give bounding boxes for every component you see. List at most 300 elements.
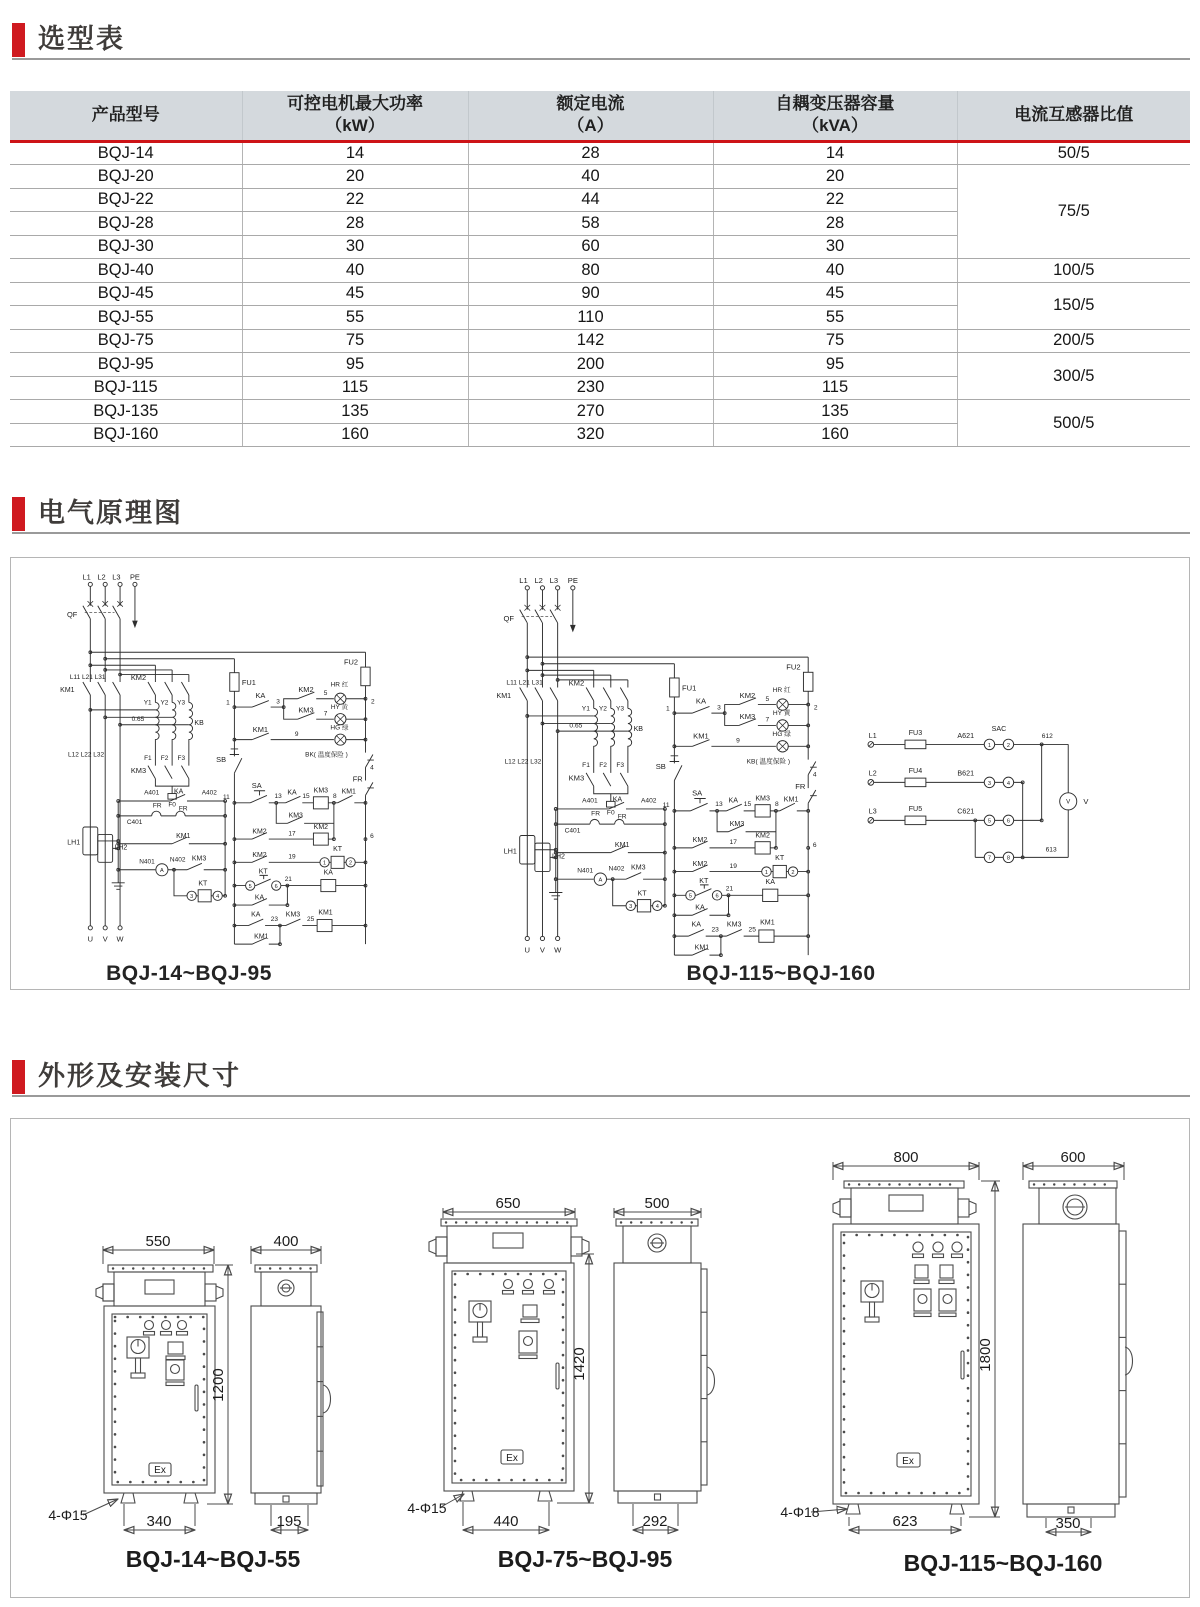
schematic-label: KM1 xyxy=(783,795,799,804)
schematic-label: FR xyxy=(795,782,806,792)
schematic-label: KT xyxy=(333,846,343,854)
table-cell: BQJ-40 xyxy=(10,259,242,283)
table-cell: 30 xyxy=(713,235,957,259)
schematic-label: KA xyxy=(251,911,261,919)
schematic-label: N401 xyxy=(139,858,155,866)
dimension-label: 195 xyxy=(276,1513,302,1530)
table-cell: 115 xyxy=(713,376,957,400)
schematic-label: B621 xyxy=(957,769,975,778)
table-row xyxy=(10,282,1190,306)
schematic-label: 2 xyxy=(791,869,795,876)
section-title-selection: 选型表 xyxy=(38,23,125,54)
schematic-label: Y3 xyxy=(615,705,625,713)
voltmeter-selector-circuit xyxy=(868,739,1077,862)
schematic-label: Y1 xyxy=(581,705,590,713)
dimension-label: 1200 xyxy=(210,1368,227,1402)
dimension-label: 400 xyxy=(273,1233,299,1250)
schematic-label: C401 xyxy=(126,819,143,827)
schematic-label: L2 xyxy=(868,769,877,778)
schematic-label: 3 xyxy=(276,698,280,706)
schematic-label: 19 xyxy=(288,853,296,861)
schematic-caption-right: BQJ-115~BQJ-160 xyxy=(686,962,876,985)
schematic-label: F3 xyxy=(177,755,186,763)
schematic-label: 3 xyxy=(987,780,992,787)
ct-ratio-cell: 100/5 xyxy=(957,259,1190,283)
table-cell: 75 xyxy=(242,329,468,353)
schematic-label: 4 xyxy=(655,904,659,911)
schematic-label: KM1 xyxy=(318,909,333,917)
schematic-label: 1 xyxy=(665,705,670,713)
column-header: 自耦变压器容量 （kVA） xyxy=(713,91,957,141)
schematic-label: 7 xyxy=(323,710,328,718)
schematic-label: Y2 xyxy=(160,699,169,707)
dimension-label: 4-Φ15 xyxy=(48,1507,88,1523)
table-cell: 80 xyxy=(468,259,713,283)
schematic-label: F1 xyxy=(144,755,152,763)
table-cell: BQJ-115 xyxy=(10,376,242,400)
schematic-label: 4 xyxy=(370,764,374,772)
section-title-schematic: 电气原理图 xyxy=(38,497,183,528)
schematic-label: KA xyxy=(287,789,297,797)
ct-ratio-cell: 300/5 xyxy=(957,353,1190,400)
caption-cabinet-small: BQJ-14~BQJ-55 xyxy=(125,1546,301,1572)
column-header: 产品型号 xyxy=(10,91,242,141)
schematic-label: 17 xyxy=(729,839,737,847)
table-cell: BQJ-55 xyxy=(10,306,242,330)
schematic-label: 2 xyxy=(371,698,375,706)
schematic-label: KM3 xyxy=(739,711,756,721)
schematic-label: 1 xyxy=(226,699,230,707)
table-cell: 90 xyxy=(468,282,713,306)
schematic-label: 3 xyxy=(717,704,721,712)
schematic-label: KA xyxy=(695,903,705,912)
schematic-label: KT xyxy=(775,854,785,863)
schematic-bqj115-160 xyxy=(489,566,1116,957)
dimension-label: 350 xyxy=(1055,1515,1081,1532)
table-row xyxy=(10,400,1190,424)
schematic-label: KM2 xyxy=(568,678,585,688)
schematic-label: KT xyxy=(637,889,647,898)
table-cell: 30 xyxy=(242,235,468,259)
table-cell: 320 xyxy=(468,423,713,447)
schematic-label: FR xyxy=(591,810,601,818)
schematic-label: LH1 xyxy=(503,847,517,856)
ct-ratio-cell: 200/5 xyxy=(957,329,1190,353)
schematic-label: KM3 xyxy=(313,787,329,795)
dimension-label: Ex xyxy=(902,1456,914,1467)
schematic-label: F0 xyxy=(168,801,176,809)
table-cell: 28 xyxy=(242,212,468,236)
schematic-label: 3 xyxy=(629,904,633,911)
schematic-label: KA xyxy=(255,690,266,700)
schematic-label: 1 xyxy=(764,869,769,876)
schematic-label: KM3 xyxy=(755,794,770,803)
schematic-label: 0.65 xyxy=(131,716,145,724)
schematic-label: FR xyxy=(178,805,188,813)
schematic-label: FU1 xyxy=(681,683,697,693)
schematic-label: L1 xyxy=(82,572,91,582)
schematic-label: Y1 xyxy=(143,699,152,707)
schematic-label: KM2 xyxy=(692,859,708,868)
schematic-label: 19 xyxy=(729,862,737,870)
schematic-label: PE xyxy=(567,576,578,586)
dimension-label: Ex xyxy=(154,1465,166,1476)
schematic-label: KM3 xyxy=(631,863,646,872)
schematic-label: KT xyxy=(699,876,709,885)
schematic-label: KA xyxy=(691,920,701,929)
schematic-label: 13 xyxy=(274,793,282,801)
schematic-label: KM2 xyxy=(298,685,314,695)
schematic-caption-left: BQJ-14~BQJ-95 xyxy=(106,962,272,985)
schematic-label: N402 xyxy=(169,856,186,864)
schematic-label: L2 xyxy=(534,576,543,586)
selection-table xyxy=(10,91,1190,447)
schematic-label: 21 xyxy=(725,885,734,893)
schematic-label: KM1 xyxy=(614,840,630,849)
schematic-label: W xyxy=(554,945,562,955)
cabinet-bqj14-55 xyxy=(83,1246,331,1530)
schematic-label: 8 xyxy=(775,801,779,809)
table-cell: BQJ-28 xyxy=(10,212,242,236)
schematic-label: KT xyxy=(258,868,268,876)
section-header-schematic xyxy=(12,496,1190,534)
table-cell: 55 xyxy=(242,306,468,330)
table-cell: 28 xyxy=(468,141,713,165)
schematic-label: 17 xyxy=(288,830,296,838)
schematic-label: V xyxy=(1083,797,1089,807)
schematic-label: U xyxy=(87,934,94,944)
schematic-label: A401 xyxy=(582,797,598,805)
schematic-label: 13 xyxy=(715,801,723,809)
schematic-label: A402 xyxy=(641,797,657,805)
schematic-label: KA xyxy=(323,869,333,877)
table-cell: BQJ-22 xyxy=(10,188,242,212)
table-cell: BQJ-14 xyxy=(10,141,242,165)
ct-ratio-cell: 50/5 xyxy=(957,141,1190,165)
schematic-label: KT xyxy=(198,880,208,888)
schematic-label: L11 L21 L31 xyxy=(69,674,106,682)
ct-ratio-cell: 75/5 xyxy=(957,165,1190,259)
red-bar-icon xyxy=(12,23,25,57)
table-cell: 95 xyxy=(713,353,957,377)
schematic-label: 9 xyxy=(736,737,740,745)
dimension-label: 1420 xyxy=(571,1347,588,1381)
outline-drawings xyxy=(11,1119,1189,1597)
table-cell: 45 xyxy=(242,282,468,306)
schematic-label: HR 红 xyxy=(772,687,791,695)
schematic-label: SAC xyxy=(991,725,1007,734)
schematic-label: 5 xyxy=(765,695,770,703)
table-cell: 45 xyxy=(713,282,957,306)
schematic-label: A xyxy=(160,868,164,875)
dimension-label: 550 xyxy=(145,1233,171,1250)
schematic-label: FU1 xyxy=(241,677,256,687)
schematic-label: KB xyxy=(194,719,204,727)
schematic-label: V xyxy=(539,945,545,955)
schematic-label: KA xyxy=(695,696,707,706)
table-cell: 55 xyxy=(713,306,957,330)
table-cell: BQJ-45 xyxy=(10,282,242,306)
table-cell: 230 xyxy=(468,376,713,400)
schematic-label: C401 xyxy=(564,827,581,835)
schematic-label: FU2 xyxy=(786,662,801,672)
schematic-label: 11 xyxy=(223,794,230,802)
schematic-label: HY 黄 xyxy=(772,709,791,717)
schematic-label: SA xyxy=(692,788,703,798)
table-cell: 115 xyxy=(242,376,468,400)
dimension-label: 1800 xyxy=(977,1338,994,1372)
schematic-label: KM3 xyxy=(288,812,303,820)
schematic-label: LH2 xyxy=(551,852,566,861)
schematic-label: 4 xyxy=(1006,780,1011,787)
table-cell: 160 xyxy=(242,423,468,447)
schematic-label: QF xyxy=(66,609,78,619)
schematic-label: V xyxy=(1066,798,1071,806)
schematic-label: U xyxy=(524,945,531,955)
schematic-label: L2 xyxy=(97,572,106,582)
table-cell: BQJ-160 xyxy=(10,423,242,447)
schematic-label: Y2 xyxy=(598,705,607,713)
schematic-label: LH2 xyxy=(114,844,128,852)
schematic-label: HR 红 xyxy=(330,681,349,689)
section-header-selection xyxy=(12,22,1190,60)
red-bar-icon xyxy=(12,497,25,531)
table-cell: 40 xyxy=(242,259,468,283)
table-row xyxy=(10,259,1190,283)
schematic-label: F3 xyxy=(616,762,625,770)
schematic-label: A402 xyxy=(201,789,217,797)
schematic-label: KM3 xyxy=(191,855,207,863)
schematic-label: KM1 xyxy=(694,943,710,952)
schematic-label: 2 xyxy=(1006,742,1011,749)
schematic-label: KM1 xyxy=(760,918,775,927)
schematic-label: V xyxy=(102,934,108,944)
table-cell: 14 xyxy=(713,141,957,165)
schematic-label: N402 xyxy=(608,865,625,873)
schematic-label: 6 xyxy=(812,841,817,849)
column-header: 可控电机最大功率 （kW） xyxy=(242,91,468,141)
schematic-label: KM2 xyxy=(692,836,708,845)
schematic-label: 15 xyxy=(743,801,752,809)
section-header-dimensions xyxy=(12,1059,1190,1097)
schematic-label: KM2 xyxy=(739,690,756,700)
schematic-label: SB xyxy=(655,762,666,772)
red-bar-icon xyxy=(12,1060,25,1094)
schematic-label: F0 xyxy=(606,809,615,817)
schematic-label: L3 xyxy=(549,576,559,586)
schematic-label: KM2 xyxy=(252,828,267,836)
schematic-label: 25 xyxy=(748,926,756,934)
dimension-label: 650 xyxy=(495,1195,521,1212)
schematic-label: PE xyxy=(129,572,140,582)
dimension-label: 600 xyxy=(1060,1149,1086,1166)
schematic-label: FR xyxy=(617,813,627,821)
schematic-label: KB xyxy=(633,725,644,734)
selection-table-body xyxy=(10,141,1190,447)
schematic-label: HG 绿 xyxy=(330,724,349,732)
schematic-label: C621 xyxy=(957,807,975,816)
table-cell: 40 xyxy=(713,259,957,283)
dimensions-panel xyxy=(10,1118,1190,1598)
schematic-label: FR xyxy=(352,774,363,784)
schematic-label: Y3 xyxy=(177,699,186,707)
schematic-label: A xyxy=(598,877,603,884)
schematic-label: 6 xyxy=(715,893,719,900)
schematic-label: 6 xyxy=(1006,818,1011,825)
column-header: 电流互感器比值 xyxy=(957,91,1190,141)
schematic-label: KA xyxy=(173,788,184,796)
schematic-label: KM3 xyxy=(726,920,742,929)
schematic-label: F2 xyxy=(599,762,607,770)
dimension-label: Ex xyxy=(506,1453,518,1464)
schematic-label: KM3 xyxy=(285,911,301,919)
schematic-label: KA xyxy=(765,877,775,886)
schematic-label: KM2 xyxy=(755,831,770,840)
table-row xyxy=(10,141,1190,165)
table-cell: 200 xyxy=(468,353,713,377)
table-cell: 110 xyxy=(468,306,713,330)
schematic-label: KA xyxy=(254,894,265,902)
schematic-label: N401 xyxy=(577,867,594,875)
schematic-bqj14-95 xyxy=(53,563,453,946)
schematic-label: 3 xyxy=(190,894,194,901)
schematic-label: 23 xyxy=(270,915,278,923)
table-cell: 135 xyxy=(242,400,468,424)
schematic-label: 6 xyxy=(370,833,374,841)
schematic-label: FU4 xyxy=(908,766,923,775)
schematic-label: KM2 xyxy=(130,673,147,683)
schematic-label: 5 xyxy=(688,893,693,900)
schematic-label: KB( 温度保险 ) xyxy=(746,758,791,766)
table-cell: 20 xyxy=(713,165,957,189)
dimension-label: 623 xyxy=(892,1513,918,1530)
table-row xyxy=(10,353,1190,377)
table-cell: 40 xyxy=(468,165,713,189)
schematic-label: 7 xyxy=(765,716,770,724)
schematic-label: 23 xyxy=(711,926,719,934)
table-cell: 60 xyxy=(468,235,713,259)
caption-cabinet-medium: BQJ-75~BQJ-95 xyxy=(497,1546,673,1572)
schematic-label: 612 xyxy=(1041,732,1053,740)
schematic-label: L12 L22 L32 xyxy=(504,758,542,766)
table-cell: 44 xyxy=(468,188,713,212)
dimension-label: 340 xyxy=(146,1513,172,1530)
schematic-label: FU2 xyxy=(344,657,359,667)
dimension-label: 500 xyxy=(644,1195,670,1212)
schematic-label: BK( 温度保险 ) xyxy=(305,751,348,759)
schematic-label: KM3 xyxy=(130,766,147,776)
schematic-label: 4 xyxy=(216,894,220,901)
schematic-label: 8 xyxy=(332,793,337,801)
schematic-label: 7 xyxy=(987,855,992,862)
schematic-label: 25 xyxy=(307,915,315,923)
schematic-label: 0.65 xyxy=(569,722,583,730)
schematic-label: FU5 xyxy=(908,804,923,813)
table-cell: 20 xyxy=(242,165,468,189)
schematic-label: 1 xyxy=(987,742,992,749)
schematic-label: LH1 xyxy=(67,839,81,847)
schematic-label: 9 xyxy=(294,730,299,738)
schematic-label: L3 xyxy=(868,807,877,816)
schematic-label: KM1 xyxy=(60,687,75,695)
schematic-label: KM1 xyxy=(252,725,269,735)
schematic-label: F1 xyxy=(582,762,590,770)
table-cell: BQJ-95 xyxy=(10,353,242,377)
selection-table-head xyxy=(10,91,1190,141)
table-cell: 135 xyxy=(713,400,957,424)
schematic-label: W xyxy=(116,934,124,944)
schematic-label: 4 xyxy=(812,771,817,779)
table-cell: BQJ-30 xyxy=(10,235,242,259)
schematic-label: L1 xyxy=(519,576,528,586)
dimension-label: 292 xyxy=(642,1513,668,1530)
schematic-label: SA xyxy=(251,780,262,790)
schematic-label: 6 xyxy=(274,883,278,890)
section-title-dimensions: 外形及安装尺寸 xyxy=(38,1060,241,1091)
schematic-label: 11 xyxy=(662,802,670,810)
schematic-label: F2 xyxy=(160,755,169,763)
ct-ratio-cell: 500/5 xyxy=(957,400,1190,447)
table-row xyxy=(10,329,1190,353)
dimension-label: 440 xyxy=(493,1513,519,1530)
schematic-label: L12 L22 L32 xyxy=(68,751,105,759)
ct-ratio-cell: 150/5 xyxy=(957,282,1190,329)
schematic-label: A401 xyxy=(144,789,160,797)
schematic-label: 5 xyxy=(987,818,992,825)
dimension-label: 800 xyxy=(893,1149,919,1166)
table-cell: 95 xyxy=(242,353,468,377)
schematic-label: HY 黄 xyxy=(330,703,349,711)
schematic-label: KM2 xyxy=(313,823,329,831)
schematic-label: 613 xyxy=(1045,846,1057,854)
schematic-label: FR xyxy=(152,802,162,810)
schematic-label: KM1 xyxy=(693,731,709,741)
table-cell: 22 xyxy=(242,188,468,212)
schematic-label: 5 xyxy=(248,883,252,890)
table-cell: BQJ-75 xyxy=(10,329,242,353)
schematic-label: QF xyxy=(503,614,514,624)
schematic-label: 2 xyxy=(813,704,818,712)
schematic-label: KM1 xyxy=(341,788,356,796)
table-cell: 75 xyxy=(713,329,957,353)
schematic-label: KA xyxy=(728,796,738,805)
schematic-label: 5 xyxy=(323,690,328,698)
schematic-label: L11 L21 L31 xyxy=(506,679,543,687)
schematic-label: KA xyxy=(612,795,623,804)
schematic-label: FU3 xyxy=(908,728,923,737)
table-cell: 28 xyxy=(713,212,957,236)
table-cell: 270 xyxy=(468,400,713,424)
caption-cabinet-large: BQJ-115~BQJ-160 xyxy=(903,1550,1103,1576)
schematic-label: 21 xyxy=(284,875,292,883)
schematic-label: L1 xyxy=(868,731,877,740)
table-cell: 22 xyxy=(713,188,957,212)
schematic-label: 15 xyxy=(302,793,310,801)
dimension-label: 4-Φ15 xyxy=(407,1500,447,1516)
column-header: 额定电流 （A） xyxy=(468,91,713,141)
schematic-label: KM3 xyxy=(729,820,745,829)
schematic-label: 8 xyxy=(1006,855,1011,862)
table-cell: 58 xyxy=(468,212,713,236)
table-cell: BQJ-20 xyxy=(10,165,242,189)
schematic-label: HG 绿 xyxy=(772,730,791,738)
dimension-label: 4-Φ18 xyxy=(780,1504,820,1520)
table-cell: 160 xyxy=(713,423,957,447)
table-cell: 142 xyxy=(468,329,713,353)
schematic-panel xyxy=(10,557,1190,990)
table-cell: 14 xyxy=(242,141,468,165)
schematic-label: L3 xyxy=(112,572,121,582)
